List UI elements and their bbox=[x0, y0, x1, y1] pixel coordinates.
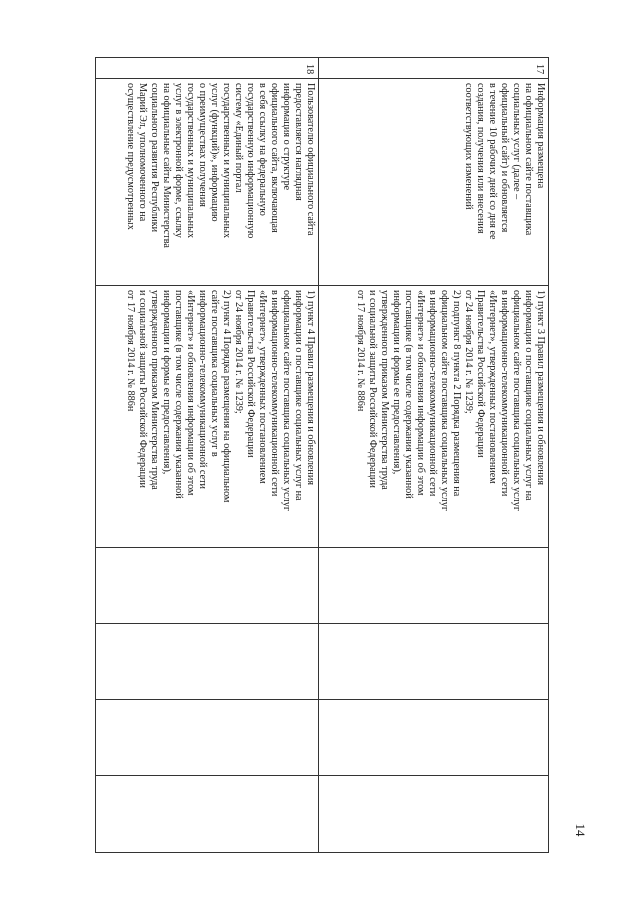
text-line: на официальном сайте поставщика bbox=[523, 83, 534, 236]
text-line: поставщике (в том числе содержания указанной bbox=[403, 290, 414, 499]
text-line: Правительства Российской Федерации bbox=[245, 290, 256, 458]
text-line: «Интернет», утвержденных постановлением bbox=[487, 290, 498, 484]
page-number: 14 bbox=[573, 823, 588, 837]
empty-cell bbox=[96, 776, 319, 853]
text-line: осуществление предусмотренных bbox=[125, 83, 136, 230]
table-container bbox=[96, 57, 549, 852]
row-number: 17 bbox=[319, 58, 549, 79]
text-line: «Интернет», утвержденных постановлением bbox=[257, 290, 268, 484]
text-line: от 24 ноября 2014 г. № 1239; bbox=[463, 290, 474, 414]
text-line: официальный сайт) и обновляется bbox=[499, 83, 510, 233]
text-line: услуг (функций)», информацию bbox=[209, 83, 220, 222]
empty-cell bbox=[319, 624, 549, 700]
text-line: информационно-телекоммуникационной сети bbox=[197, 290, 208, 490]
text-line: официальном сайте поставщика социальных услуг bbox=[439, 290, 450, 512]
text-line: информации о поставщике социальных услуг на bbox=[523, 290, 534, 501]
empty-cell bbox=[319, 700, 549, 776]
text-line: информации и формы ее предоставления), bbox=[391, 290, 402, 475]
text-line: от 17 ноября 2014 г. № 886н bbox=[355, 290, 366, 412]
text-line: «Интернет» и обновления информации об этом bbox=[185, 290, 196, 496]
criterion-cell bbox=[96, 79, 319, 286]
text-line: от 17 ноября 2014 г. № 886н bbox=[125, 290, 136, 412]
text-line: в информационно-телекоммуникационной сети bbox=[427, 290, 438, 497]
text-line: 1) пункт 3 Правил размещения и обновления bbox=[535, 290, 546, 486]
text-line: поставщике (в том числе содержания указанной bbox=[173, 290, 184, 499]
text-line: о преимуществах получения bbox=[197, 83, 208, 207]
row-number: 18 bbox=[96, 58, 319, 79]
criteria-table bbox=[95, 57, 549, 853]
legal-basis-cell bbox=[319, 286, 549, 548]
text-line: систему «Единый портал bbox=[233, 83, 244, 193]
text-line: и социальной защиты Российской Федерации bbox=[137, 290, 148, 488]
text-line: на официальные сайты Министерства bbox=[161, 83, 172, 248]
text-line: «Интернет» и обновления информации об этом bbox=[415, 290, 426, 496]
text-line: от 24 ноября 2014 г. № 1239; bbox=[233, 290, 244, 414]
text-line: сайте поставщика социальных услуг в bbox=[209, 290, 220, 457]
empty-cell bbox=[96, 700, 319, 776]
empty-cell bbox=[96, 548, 319, 624]
text-line: государственных и муниципальных bbox=[185, 83, 196, 239]
legal-basis-cell bbox=[96, 286, 319, 548]
text-line: услуг в электронной форме, ссылку bbox=[173, 83, 184, 238]
text-line: в течение 10 рабочих дней со дня ее bbox=[487, 83, 498, 240]
table-row-18 bbox=[96, 58, 319, 853]
text-line: государственную информационную bbox=[245, 83, 256, 239]
text-line: официального сайта, включающая bbox=[269, 83, 280, 233]
text-line: Правительства Российской Федерации bbox=[475, 290, 486, 458]
text-line: создания, получения или внесения bbox=[475, 83, 486, 234]
rotated-table bbox=[96, 57, 549, 852]
text-line: информации о поставщике социальных услуг на bbox=[293, 290, 304, 501]
text-line: и социальной защиты Российской Федерации bbox=[367, 290, 378, 488]
text-line: в информационно-телекоммуникационной сети bbox=[269, 290, 280, 497]
empty-cell bbox=[319, 548, 549, 624]
text-line: официальном сайте поставщика социальных услуг bbox=[511, 290, 522, 512]
text-line: информация о структуре bbox=[281, 83, 292, 191]
text-line: утвержденного приказом Министерства труда bbox=[379, 290, 390, 490]
text-line: Марий Эл, уполномоченного на bbox=[137, 83, 148, 222]
text-line: государственных и муниципальных bbox=[221, 83, 232, 239]
text-line: в себя ссылку на федеральную bbox=[257, 83, 268, 216]
text-line: информации и формы ее предоставления), bbox=[161, 290, 172, 475]
text-line: предоставляется наглядная bbox=[293, 83, 304, 201]
text-line: социальных услуг (далее – bbox=[511, 83, 522, 200]
table-row-17 bbox=[319, 58, 549, 853]
empty-cell bbox=[96, 624, 319, 700]
text-line: Информация размещена bbox=[535, 83, 546, 189]
criterion-cell bbox=[319, 79, 549, 286]
text-line: 2) подпункт 8 пункта 2 Порядка размещения на bbox=[451, 290, 462, 497]
text-line: Пользователю официального сайта bbox=[305, 83, 316, 236]
empty-cell bbox=[319, 776, 549, 853]
text-line: 2) пункт 4 Порядка размещения на официальном bbox=[221, 290, 232, 503]
text-line: утвержденного приказом Министерства труда bbox=[149, 290, 160, 490]
text-line: 1) пункт 4 Правил размещения и обновления bbox=[305, 290, 316, 486]
text-line: социального развития Республики bbox=[149, 83, 160, 233]
text-line: соответствующих изменений bbox=[463, 83, 474, 210]
text-line: в информационно-телекоммуникационной сети bbox=[499, 290, 510, 497]
text-line: официальном сайте поставщика социальных услуг bbox=[281, 290, 292, 512]
